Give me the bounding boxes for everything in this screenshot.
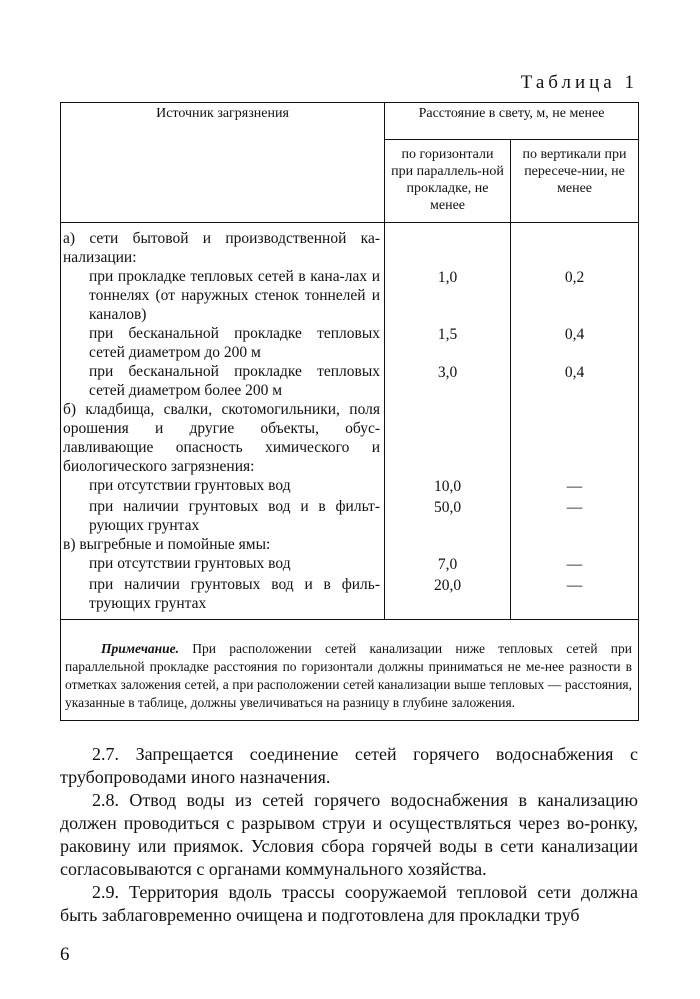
cell-source: при бесканальной прокладке тепловых сетей диаметром до 200 м [61,324,385,362]
table-row [61,400,639,476]
header-distance: Расстояние в свету, м, не менее [385,103,639,140]
cell-horizontal: 10,0 [385,476,511,497]
cell-source: в) выгребные и помойные ямы: [61,535,385,554]
cell-source: при наличии грунтовых вод и в филь-трующих грунтах [61,575,385,620]
cell-source: б) кладбища, свалки, скотомогильники, поля орошения и другие объекты, обус-лавливающие опасность химического и биологического загрязнения: [61,400,385,476]
cell-horizontal: 50,0 [385,497,511,535]
header-source: Источник загрязнения [61,103,385,223]
cell-vertical: 0,2 [511,267,639,324]
note-text: При расположении сетей канализации ниже тепловых сетей при параллельной прокладке расстояния по горизонтали должны приниматься не ме-нее разности в отметках заложения сетей, а при расположении сетей канализации выше тепловых — расстояния, указанные в таблице, должны увеличиваться на разницу в глубине заложения. [65,641,633,710]
cell-vertical: — [511,554,639,575]
cell-vertical: — [511,476,639,497]
cell-source: при прокладке тепловых сетей в кана-лах и тоннелях (от наружных стенок тоннелей и каналов) [61,267,385,324]
cell-horizontal [385,535,511,554]
table-row [61,267,639,324]
table-row [61,497,639,535]
table-row [61,362,639,400]
cell-vertical: — [511,497,639,535]
cell-horizontal: 3,0 [385,362,511,400]
cell-source: при наличии грунтовых вод и в фильт-рующих грунтах [61,497,385,535]
distance-table [60,102,639,721]
cell-horizontal [385,223,511,268]
cell-vertical: 0,4 [511,362,639,400]
cell-vertical [511,400,639,476]
cell-source: при бесканальной прокладке тепловых сетей диаметром более 200 м [61,362,385,400]
table-row [61,535,639,554]
table-body [61,223,639,721]
cell-horizontal [385,400,511,476]
cell-horizontal: 7,0 [385,554,511,575]
cell-vertical [511,223,639,268]
body-text [60,743,638,927]
table-caption: Таблица 1 [520,72,638,93]
paragraph-2-9: 2.9. Территория вдоль трассы сооружаемой тепловой сети должна быть заблаговременно очищена и подготовлена для прокладки труб [60,882,638,925]
paragraph-2-8: 2.8. Отвод воды из сетей горячего водоснабжения в канализацию должен проводиться с разрывом струи и осуществляться через во-ронку, раковину или приямок. Условия сбора горячей воды в сети канализации согласовываются с органами коммунального хозяйства. [60,790,638,879]
paragraph-2-7: 2.7. Запрещается соединение сетей горячего водоснабжения с трубопроводами иного назначения. [60,744,638,787]
cell-source: а) сети бытовой и производственной ка-нализации: [61,223,385,268]
cell-source: при отсутствии грунтовых вод [61,476,385,497]
page [60,72,638,927]
table-row [61,324,639,362]
table-note [61,620,639,721]
cell-horizontal: 20,0 [385,575,511,620]
header-vertical: по вертикали при пересече-нии, не менее [511,140,639,223]
cell-horizontal: 1,0 [385,267,511,324]
cell-source: при отсутствии грунтовых вод [61,554,385,575]
table-row [61,575,639,620]
cell-vertical: 0,4 [511,324,639,362]
cell-vertical: — [511,575,639,620]
note-label: Примечание. [101,641,180,656]
header-horizontal: по горизонтали при параллель-ной прокладке, не менее [385,140,511,223]
table-row [61,554,639,575]
cell-vertical [511,535,639,554]
cell-horizontal: 1,5 [385,324,511,362]
table-row [61,476,639,497]
page-number: 6 [60,944,70,965]
table-row [61,223,639,268]
